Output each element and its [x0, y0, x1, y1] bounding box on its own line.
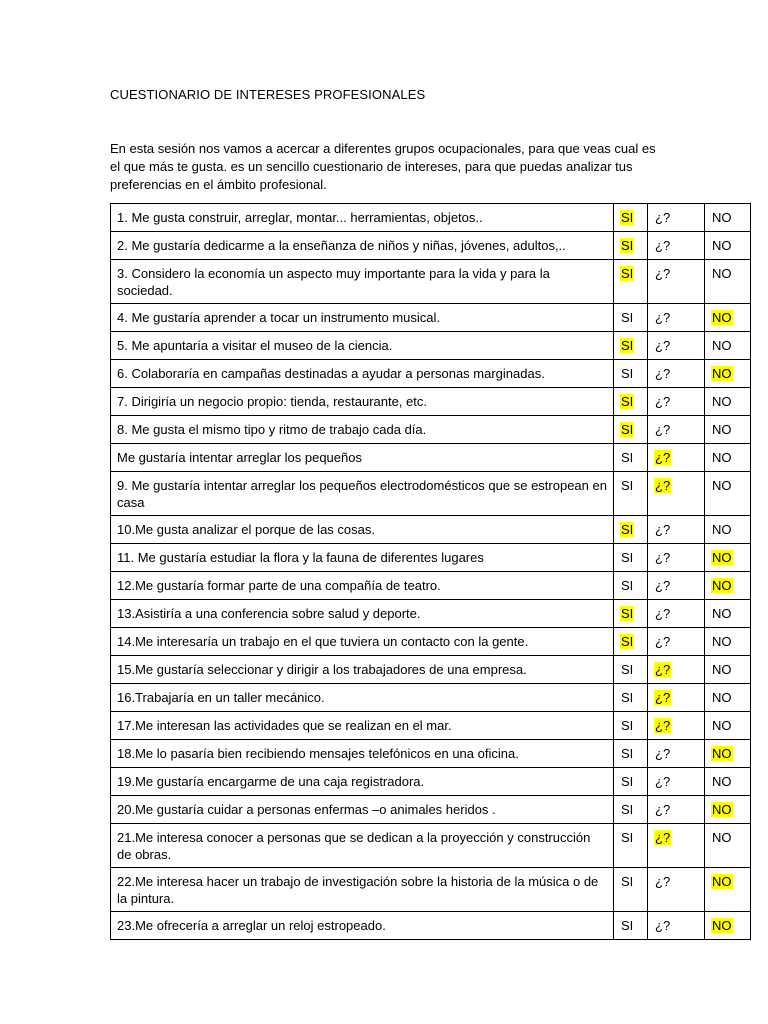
answer-no-cell[interactable]	[705, 360, 751, 388]
answer-no-label: NO	[712, 634, 732, 649]
answer-maybe-label: ¿?	[655, 774, 671, 789]
question-text: 14.Me interesaría un trabajo en el que tuviera un contacto con la gente.	[111, 628, 614, 656]
question-row	[111, 628, 751, 656]
question-text: 23.Me ofrecería a arreglar un reloj estropeado.	[111, 912, 614, 940]
question-text: 20.Me gustaría cuidar a personas enfermas –o animales heridos .	[111, 796, 614, 824]
answer-yes-label: SI	[621, 522, 634, 537]
answer-no-label: NO	[712, 210, 732, 225]
question-text: 18.Me lo pasaría bien recibiendo mensajes telefónicos en una oficina.	[111, 740, 614, 768]
answer-no-cell[interactable]	[705, 572, 751, 600]
question-text: 1. Me gusta construir, arreglar, montar... herramientas, objetos..	[111, 204, 614, 232]
answer-yes-cell[interactable]	[614, 332, 648, 360]
question-text: 21.Me interesa conocer a personas que se dedican a la proyección y construcción de obras.	[111, 824, 614, 868]
question-text: 9. Me gustaría intentar arreglar los pequeños electrodomésticos que se estropean en casa	[111, 472, 614, 516]
answer-no-cell[interactable]	[705, 444, 751, 472]
answer-yes-cell[interactable]	[614, 796, 648, 824]
answer-yes-label: SI	[621, 266, 634, 281]
question-text: 17.Me interesan las actividades que se realizan en el mar.	[111, 712, 614, 740]
answer-no-cell[interactable]	[705, 712, 751, 740]
answer-no-label: NO	[712, 830, 732, 845]
question-text: 16.Trabajaría en un taller mecánico.	[111, 684, 614, 712]
question-row	[111, 416, 751, 444]
answer-yes-label: SI	[621, 238, 634, 253]
question-text: 5. Me apuntaría a visitar el museo de la ciencia.	[111, 332, 614, 360]
question-text: 4. Me gustaría aprender a tocar un instrumento musical.	[111, 304, 614, 332]
questionnaire-table	[110, 203, 751, 940]
answer-yes-cell[interactable]	[614, 472, 648, 516]
answer-maybe-label: ¿?	[655, 394, 671, 409]
answer-no-label: NO	[712, 478, 732, 493]
answer-maybe-label: ¿?	[655, 310, 671, 325]
answer-yes-label: SI	[621, 550, 634, 565]
answer-no-label: NO	[712, 266, 732, 281]
answer-yes-cell[interactable]	[614, 416, 648, 444]
answer-no-label: NO	[712, 690, 732, 705]
answer-yes-cell[interactable]	[614, 600, 648, 628]
answer-yes-cell[interactable]	[614, 444, 648, 472]
question-text: 10.Me gusta analizar el porque de las cosas.	[111, 516, 614, 544]
answer-maybe-label: ¿?	[655, 578, 671, 593]
answer-maybe-label: ¿?	[655, 606, 671, 621]
answer-yes-cell[interactable]	[614, 656, 648, 684]
answer-no-label: NO	[712, 394, 732, 409]
answer-maybe-cell[interactable]	[648, 516, 705, 544]
answer-yes-label: SI	[621, 746, 634, 761]
answer-no-label: NO	[712, 578, 732, 593]
answer-maybe-cell[interactable]	[648, 768, 705, 796]
answer-no-label: NO	[712, 918, 732, 933]
question-row	[111, 472, 751, 516]
question-row	[111, 796, 751, 824]
answer-no-cell[interactable]	[705, 544, 751, 572]
answer-no-cell[interactable]	[705, 232, 751, 260]
question-text: 15.Me gustaría seleccionar y dirigir a los trabajadores de una empresa.	[111, 656, 614, 684]
answer-yes-cell[interactable]	[614, 388, 648, 416]
answer-no-label: NO	[712, 450, 732, 465]
answer-maybe-label: ¿?	[655, 662, 671, 677]
answer-yes-cell[interactable]	[614, 712, 648, 740]
question-row	[111, 260, 751, 304]
answer-yes-label: SI	[621, 210, 634, 225]
answer-no-cell[interactable]	[705, 740, 751, 768]
answer-maybe-label: ¿?	[655, 422, 671, 437]
question-row	[111, 232, 751, 260]
question-row	[111, 600, 751, 628]
answer-no-label: NO	[712, 874, 732, 889]
intro-paragraph: En esta sesión nos vamos a acercar a diferentes grupos ocupacionales, para que veas cual es el que más te gusta. es un sencillo cuestionario de intereses, para que puedas analizar tus preferencias en el ámbito profesional.	[110, 141, 656, 192]
answer-yes-cell[interactable]	[614, 204, 648, 232]
question-row	[111, 712, 751, 740]
question-row	[111, 740, 751, 768]
question-text: 22.Me interesa hacer un trabajo de investigación sobre la historia de la música o de la pintura.	[111, 868, 614, 912]
question-text: 2. Me gustaría dedicarme a la enseñanza de niños y niñas, jóvenes, adultos,..	[111, 232, 614, 260]
answer-maybe-cell[interactable]	[648, 204, 705, 232]
question-text: 11. Me gustaría estudiar la flora y la fauna de diferentes lugares	[111, 544, 614, 572]
answer-maybe-label: ¿?	[655, 550, 671, 565]
answer-yes-cell[interactable]	[614, 628, 648, 656]
document-title: CUESTIONARIO DE INTERESES PROFESIONALES	[110, 87, 426, 102]
answer-no-cell[interactable]	[705, 684, 751, 712]
answer-no-label: NO	[712, 366, 732, 381]
question-text: 8. Me gusta el mismo tipo y ritmo de trabajo cada día.	[111, 416, 614, 444]
answer-no-label: NO	[712, 606, 732, 621]
answer-maybe-label: ¿?	[655, 802, 671, 817]
answer-yes-label: SI	[621, 578, 634, 593]
answer-maybe-cell[interactable]	[648, 388, 705, 416]
answer-maybe-cell[interactable]	[648, 444, 705, 472]
answer-no-label: NO	[712, 774, 732, 789]
answer-yes-label: SI	[621, 918, 634, 933]
question-text: 12.Me gustaría formar parte de una compañía de teatro.	[111, 572, 614, 600]
question-text: Me gustaría intentar arreglar los pequeños	[111, 444, 614, 472]
answer-yes-cell[interactable]	[614, 304, 648, 332]
question-row	[111, 304, 751, 332]
question-row	[111, 868, 751, 912]
question-text: 6. Colaboraría en campañas destinadas a ayudar a personas marginadas.	[111, 360, 614, 388]
question-row	[111, 360, 751, 388]
answer-no-label: NO	[712, 422, 732, 437]
question-row	[111, 912, 751, 940]
answer-maybe-cell[interactable]	[648, 600, 705, 628]
answer-no-cell[interactable]	[705, 796, 751, 824]
answer-maybe-cell[interactable]	[648, 416, 705, 444]
answer-yes-label: SI	[621, 830, 634, 845]
answer-no-label: NO	[712, 802, 732, 817]
answer-yes-label: SI	[621, 718, 634, 733]
answer-yes-cell[interactable]	[614, 740, 648, 768]
answer-yes-cell[interactable]	[614, 824, 648, 868]
answer-yes-label: SI	[621, 690, 634, 705]
answer-maybe-cell[interactable]	[648, 868, 705, 912]
question-row	[111, 388, 751, 416]
answer-yes-label: SI	[621, 310, 634, 325]
answer-no-cell[interactable]	[705, 516, 751, 544]
answer-yes-label: SI	[621, 606, 634, 621]
answer-no-cell[interactable]	[705, 304, 751, 332]
answer-no-cell[interactable]	[705, 388, 751, 416]
answer-no-label: NO	[712, 718, 732, 733]
answer-no-cell[interactable]	[705, 600, 751, 628]
question-row	[111, 544, 751, 572]
answer-no-label: NO	[712, 550, 732, 565]
question-text: 3. Considero la economía un aspecto muy importante para la vida y para la sociedad.	[111, 260, 614, 304]
answer-maybe-label: ¿?	[655, 522, 671, 537]
answer-maybe-cell[interactable]	[648, 304, 705, 332]
answer-no-label: NO	[712, 338, 732, 353]
answer-yes-label: SI	[621, 874, 634, 889]
answer-yes-cell[interactable]	[614, 516, 648, 544]
answer-maybe-cell[interactable]	[648, 796, 705, 824]
answer-yes-cell[interactable]	[614, 912, 648, 940]
answer-no-cell[interactable]	[705, 472, 751, 516]
answer-no-label: NO	[712, 522, 732, 537]
answer-no-cell[interactable]	[705, 656, 751, 684]
answer-maybe-label: ¿?	[655, 746, 671, 761]
answer-yes-cell[interactable]	[614, 572, 648, 600]
answer-yes-cell[interactable]	[614, 260, 648, 304]
answer-no-label: NO	[712, 310, 732, 325]
question-row	[111, 768, 751, 796]
answer-maybe-label: ¿?	[655, 338, 671, 353]
answer-maybe-label: ¿?	[655, 210, 671, 225]
answer-yes-label: SI	[621, 450, 634, 465]
answer-maybe-cell[interactable]	[648, 572, 705, 600]
answer-no-cell[interactable]	[705, 824, 751, 868]
answer-no-cell[interactable]	[705, 628, 751, 656]
answer-no-label: NO	[712, 238, 732, 253]
answer-maybe-cell[interactable]	[648, 912, 705, 940]
answer-yes-label: SI	[621, 394, 634, 409]
question-text: 19.Me gustaría encargarme de una caja registradora.	[111, 768, 614, 796]
question-row	[111, 656, 751, 684]
answer-no-label: NO	[712, 746, 732, 761]
answer-yes-label: SI	[621, 662, 634, 677]
answer-maybe-label: ¿?	[655, 478, 671, 493]
answer-maybe-label: ¿?	[655, 690, 671, 705]
answer-maybe-label: ¿?	[655, 238, 671, 253]
answer-yes-cell[interactable]	[614, 360, 648, 388]
answer-maybe-cell[interactable]	[648, 684, 705, 712]
answer-maybe-cell[interactable]	[648, 260, 705, 304]
answer-no-cell[interactable]	[705, 260, 751, 304]
questionnaire-body	[111, 204, 751, 940]
question-text: 13.Asistiría a una conferencia sobre salud y deporte.	[111, 600, 614, 628]
answer-maybe-label: ¿?	[655, 266, 671, 281]
answer-yes-cell[interactable]	[614, 768, 648, 796]
answer-no-cell[interactable]	[705, 768, 751, 796]
answer-no-cell[interactable]	[705, 332, 751, 360]
answer-yes-label: SI	[621, 338, 634, 353]
answer-maybe-label: ¿?	[655, 874, 671, 889]
answer-maybe-cell[interactable]	[648, 332, 705, 360]
question-row	[111, 824, 751, 868]
question-row	[111, 444, 751, 472]
answer-yes-cell[interactable]	[614, 868, 648, 912]
answer-maybe-label: ¿?	[655, 830, 671, 845]
answer-no-cell[interactable]	[705, 868, 751, 912]
answer-yes-label: SI	[621, 366, 634, 381]
answer-maybe-cell[interactable]	[648, 824, 705, 868]
question-row	[111, 332, 751, 360]
answer-maybe-label: ¿?	[655, 718, 671, 733]
answer-yes-label: SI	[621, 802, 634, 817]
answer-yes-label: SI	[621, 774, 634, 789]
question-row	[111, 572, 751, 600]
question-row	[111, 204, 751, 232]
question-text: 7. Dirigiría un negocio propio: tienda, restaurante, etc.	[111, 388, 614, 416]
question-row	[111, 516, 751, 544]
answer-maybe-cell[interactable]	[648, 628, 705, 656]
answer-maybe-cell[interactable]	[648, 360, 705, 388]
answer-yes-cell[interactable]	[614, 232, 648, 260]
answer-yes-label: SI	[621, 422, 634, 437]
answer-yes-label: SI	[621, 478, 634, 493]
answer-maybe-label: ¿?	[655, 918, 671, 933]
answer-maybe-cell[interactable]	[648, 232, 705, 260]
answer-maybe-cell[interactable]	[648, 544, 705, 572]
question-row	[111, 684, 751, 712]
answer-maybe-cell[interactable]	[648, 712, 705, 740]
answer-maybe-label: ¿?	[655, 366, 671, 381]
answer-yes-cell[interactable]	[614, 684, 648, 712]
answer-no-label: NO	[712, 662, 732, 677]
answer-maybe-cell[interactable]	[648, 740, 705, 768]
answer-no-cell[interactable]	[705, 204, 751, 232]
answer-maybe-cell[interactable]	[648, 656, 705, 684]
answer-yes-cell[interactable]	[614, 544, 648, 572]
answer-no-cell[interactable]	[705, 416, 751, 444]
answer-yes-label: SI	[621, 634, 634, 649]
answer-maybe-label: ¿?	[655, 450, 671, 465]
answer-no-cell[interactable]	[705, 912, 751, 940]
answer-maybe-cell[interactable]	[648, 472, 705, 516]
answer-maybe-label: ¿?	[655, 634, 671, 649]
